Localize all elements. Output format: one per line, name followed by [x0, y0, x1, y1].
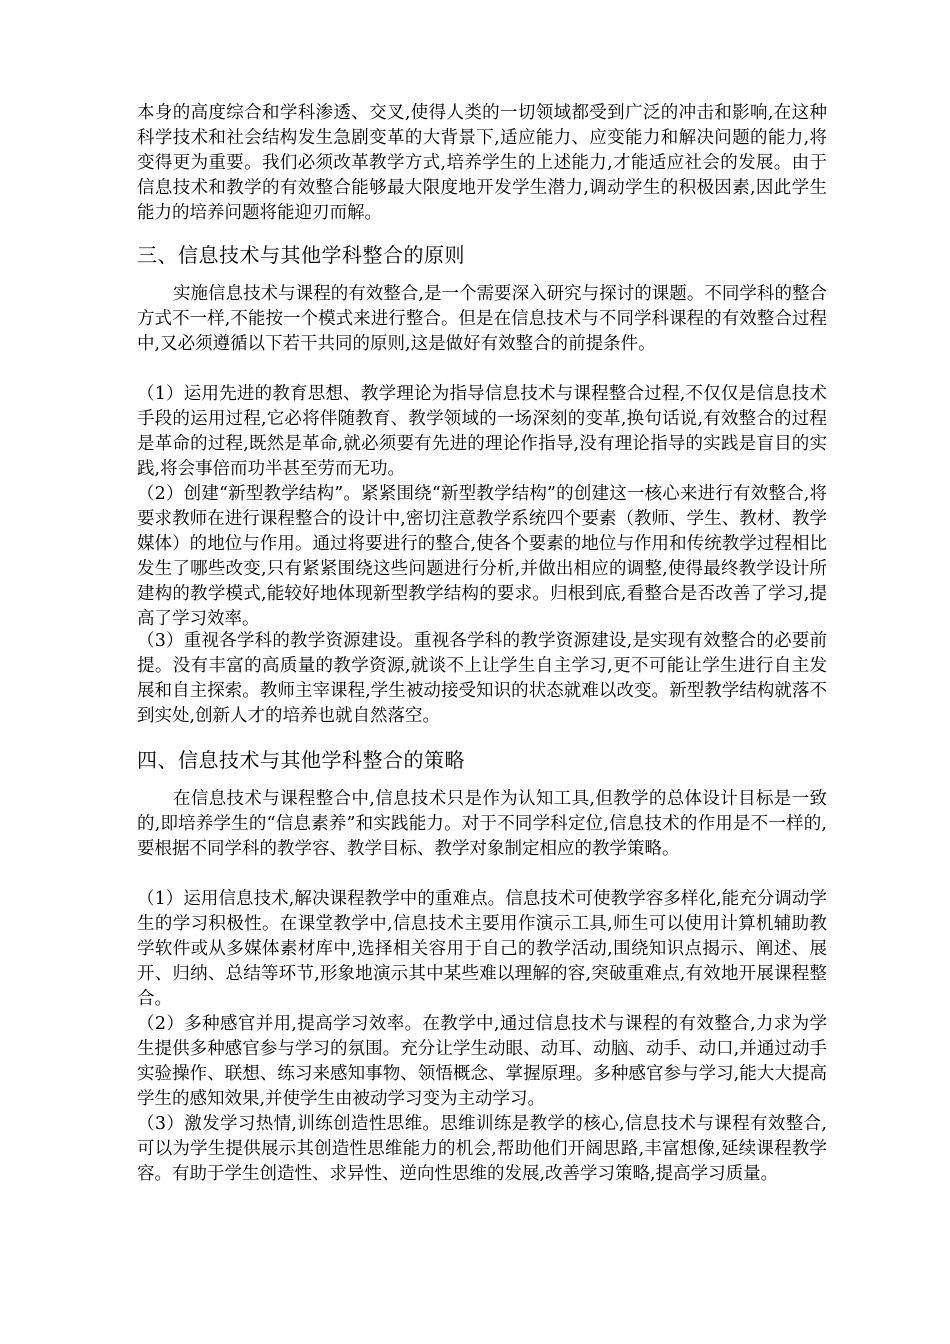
- section-4-intro-paragraph: 在信息技术与课程整合中,信息技术只是作为认知工具,但教学的总体设计目标是一致的,即培养学生的“信息素养”和实践能力。对于不同学科定位,信息技术的作用是不一样的,要根据不同学科的教学容、教学目标、教学对象制定相应的教学策略。: [137, 789, 827, 859]
- section-4-item-2: （2）多种感官并用,提高学习效率。在教学中,通过信息技术与课程的有效整合,力求为学生提供多种感官参与学习的氛围。充分让学生动眼、动耳、动脑、动手、动口,并通过动手实验操作、联想、练习来感知事物、领悟概念、掌握原理。多种感官参与学习,能大大提高学生的感知效果,并使学生由被动学习变为主动学习。: [137, 1014, 827, 1109]
- section-3-item-1: （1）运用先进的教育思想、教学理论为指导信息技术与课程整合过程,不仅仅是信息技术手段的运用过程,它必将伴随教育、教学领域的一场深刻的变革,换句话说,有效整合的过程是革命的过程,既然是革命,就必须要有先进的理论作指导,没有理论指导的实践是盲目的实践,将会事倍而功半甚至劳而无功。: [137, 384, 827, 479]
- section-4-heading: 四、信息技术与其他学科整合的策略: [137, 748, 465, 772]
- section-4-item-3: （3）激发学习热情,训练创造性思维。思维训练是教学的核心,信息技术与课程有效整合,可以为学生提供展示其创造性思维能力的机会,帮助他们开阔思路,丰富想像,延续课程教学容。有助于学生创造性、求异性、逆向性思维的发展,改善学习策略,提高学习质量。: [137, 1114, 827, 1184]
- section-3-heading: 三、信息技术与其他学科整合的原则: [137, 243, 465, 267]
- section-4-item-1: （1）运用信息技术,解决课程教学中的重难点。信息技术可使教学容多样化,能充分调动学生的学习积极性。在课堂教学中,信息技术主要用作演示工具,师生可以使用计算机辅助教学软件或从多媒体素材库中,选择相关容用于自己的教学活动,围绕知识点揭示、阐述、展开、归纳、总结等环节,形象地演示其中某些难以理解的容,突破重难点,有效地开展课程整合。: [137, 889, 827, 1009]
- intro-paragraph: 本身的高度综合和学科渗透、交叉,使得人类的一切领域都受到广泛的冲击和影响,在这种科学技术和社会结构发生急剧变革的大背景下,适应能力、应变能力和解决问题的能力,将变得更为重要。我们必须改革教学方式,培养学生的上述能力,才能适应社会的发展。由于信息技术和教学的有效整合能够最大限度地开发学生潜力,调动学生的积极因素,因此学生能力的培养问题将能迎刃而解。: [137, 103, 827, 223]
- section-3-intro-paragraph: 实施信息技术与课程的有效整合,是一个需要深入研究与探讨的课题。不同学科的整合方式不一样,不能按一个模式来进行整合。但是在信息技术与不同学科课程的有效整合过程中,又必须遵循以下若干共同的原则,这是做好有效整合的前提条件。: [137, 284, 827, 354]
- section-3-item-3: （3）重视各学科的教学资源建设。重视各学科的教学资源建设,是实现有效整合的必要前提。没有丰富的高质量的教学资源,就谈不上让学生自主学习,更不可能让学生进行自主发展和自主探索。教师主宰课程,学生被动接受知识的状态就难以改变。新型教学结构就落不到实处,创新人才的培养也就自然落空。: [137, 631, 827, 726]
- section-3-item-2: （2）创建“新型教学结构”。紧紧围绕“新型教学结构”的创建这一核心来进行有效整合,将要求教师在进行课程整合的设计中,密切注意教学系统四个要素（教师、学生、教材、教学媒体）的地位与作用。通过将要进行的整合,使各个要素的地位与作用和传统教学过程相比发生了哪些改变,只有紧紧围绕这些问题进行分析,并做出相应的调整,使得最终教学设计所建构的教学模式,能较好地体现新型教学结构的要求。归根到底,看整合是否改善了学习,提高了学习效率。: [137, 484, 827, 629]
